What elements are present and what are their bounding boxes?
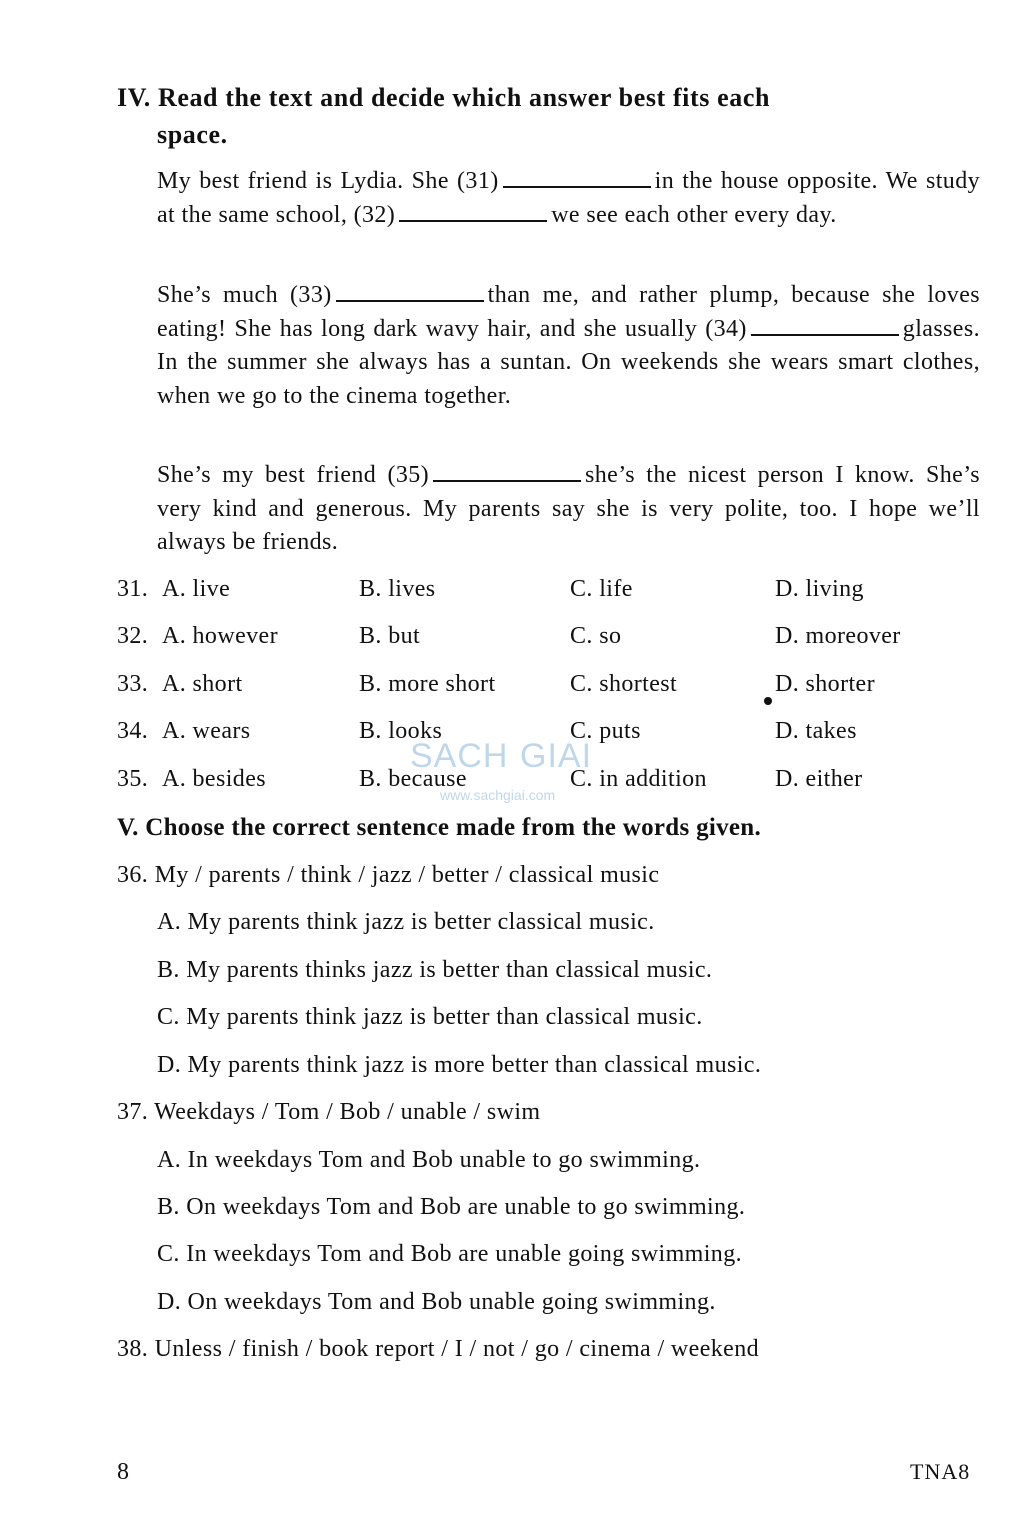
question-37-answer-a: A. In weekdays Tom and Bob unable to go swimming. — [157, 1147, 701, 1173]
question-37-answer-b: B. On weekdays Tom and Bob are unable to go swimming. — [157, 1194, 746, 1220]
passage-text: we see each other every day. — [551, 201, 837, 228]
option-d: D. shorter — [775, 671, 875, 697]
section-5-heading: V. Choose the correct sentence made from the words given. — [117, 814, 762, 841]
option-a: A. however — [162, 623, 278, 649]
question-38-prompt: 38. Unless / finish / book report / I / not / go / cinema / weekend — [117, 1336, 760, 1362]
option-c: C. shortest — [570, 671, 678, 697]
option-b: B. lives — [359, 576, 436, 602]
option-c: C. puts — [570, 718, 641, 744]
passage-paragraph-3 — [157, 459, 980, 560]
blank-35 — [433, 462, 581, 482]
book-code: TNA8 — [910, 1459, 971, 1484]
options-row-32 — [117, 619, 997, 653]
option-a: A. wears — [162, 718, 251, 744]
question-number: 33. — [117, 671, 149, 697]
option-d: D. moreover — [775, 623, 901, 649]
question-36-answer-d: D. My parents think jazz is more better than classical music. — [157, 1052, 762, 1078]
section-4-heading-line1: IV. Read the text and decide which answer best fits each — [117, 83, 771, 112]
option-c: C. in addition — [570, 766, 707, 792]
option-c: C. so — [570, 623, 622, 649]
question-36-prompt: 36. My / parents / think / jazz / better / classical music — [117, 862, 660, 888]
option-b: B. but — [359, 623, 421, 649]
watermark-logo — [410, 715, 630, 810]
question-37-answer-c: C. In weekdays Tom and Bob are unable going swimming. — [157, 1241, 742, 1267]
section-4-heading-line2: space. — [157, 120, 228, 149]
option-a: A. short — [162, 671, 243, 697]
option-d: D. living — [775, 576, 864, 602]
question-number: 34. — [117, 718, 149, 744]
option-c: C. life — [570, 576, 633, 602]
option-b: B. more short — [359, 671, 496, 697]
option-a: A. besides — [162, 766, 266, 792]
question-number: 31. — [117, 576, 149, 602]
option-d: D. takes — [775, 718, 857, 744]
question-36-answer-c: C. My parents think jazz is better than classical music. — [157, 1004, 703, 1030]
question-36-answer-a: A. My parents think jazz is better classical music. — [157, 909, 655, 935]
blank-34 — [751, 316, 899, 336]
passage-text: She’s my best friend (35) — [157, 462, 430, 488]
question-number: 32. — [117, 623, 149, 649]
options-row-31 — [117, 572, 997, 606]
options-row-33 — [117, 667, 997, 701]
watermark-brand-right: GIAI — [520, 737, 593, 775]
blank-31 — [503, 168, 651, 188]
passage-text: She’s much (33) — [157, 282, 332, 308]
passage-text: My best friend is Lydia. She (31) — [157, 168, 499, 194]
watermark-url: www.sachgiai.com — [440, 787, 556, 803]
option-a: A. live — [162, 576, 231, 602]
watermark-brand-left: SACH — [410, 737, 509, 775]
question-number: 35. — [117, 766, 149, 792]
passage-paragraph-1 — [157, 165, 980, 232]
option-b: B. looks — [359, 718, 443, 744]
option-d: D. either — [775, 766, 863, 792]
passage-paragraph-2 — [157, 279, 980, 413]
passage-text: glasses. In the summer she always has a suntan. On weekends she wears smart clothes, when we go to the cinema together. — [157, 315, 980, 409]
page-number: 8 — [117, 1459, 129, 1485]
option-b: B. because — [359, 766, 467, 792]
blank-33 — [336, 282, 484, 302]
passage-text: in the house opposite. We study at the same school, (32) — [157, 168, 981, 228]
pen-mark — [764, 697, 772, 705]
passage-text: than me, and rather plump, because she loves eating! She has long dark wavy hair, and she usually (34) — [157, 282, 980, 342]
blank-32 — [399, 202, 547, 222]
question-37-prompt: 37. Weekdays / Tom / Bob / unable / swim — [117, 1099, 541, 1125]
question-36-answer-b: B. My parents thinks jazz is better than classical music. — [157, 957, 713, 983]
question-37-answer-d: D. On weekdays Tom and Bob unable going swimming. — [157, 1289, 716, 1315]
passage-text: she’s the nicest person I know. She’s very kind and generous. My parents say she is very polite, too. I hope we’ll always be friends. — [157, 462, 980, 555]
